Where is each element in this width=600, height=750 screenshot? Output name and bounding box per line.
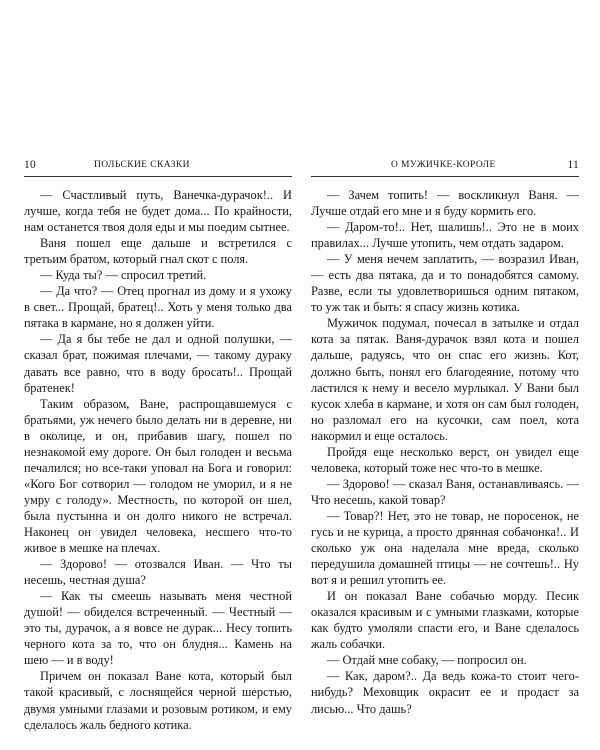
- right-running-title: О МУЖИЧКЕ-КОРОЛЕ: [391, 160, 496, 170]
- right-page: [311, 158, 579, 750]
- right-page-text: [311, 187, 579, 717]
- left-page-text: [24, 187, 292, 733]
- paragraph: — Здорово! — сказал Ваня, останавливаясь. — Что несешь, какой товар?: [311, 476, 579, 507]
- paragraph: — Отдай мне собаку, — попросил он.: [327, 653, 527, 668]
- left-page: [24, 158, 292, 750]
- paragraph: Мужичок подумал, почесал в затылке и отдал кота за пятак. Ваня-дурачок взял кота и пошел дальше, радуясь, что он спас его жизнь. Кот, должно быть, понял его благодеяние, потому что ластился к нему и весело мурлыкал. У Вани был кусок хлеба в кармане, и хотя он сам был голоден, но разломал его на кусочки, сам поел, кота накормил и еще осталось.: [311, 316, 579, 443]
- paragraph: Ваня пошел еще дальше и встретился с третьим братом, который гнал скот с поля.: [24, 236, 292, 267]
- paragraph: — Как ты смеешь называть меня честной душой! — обиделся встреченный. — Честный — это ты, дурачок, а я вовсе не дурак... Несу топить черного кота за то, что он блудня... Камень на шею — и в воду!: [24, 589, 292, 668]
- left-running-head: [24, 158, 292, 177]
- paragraph: — Товар?! Нет, это не товар, не поросенок, не гусь и не курица, а просто дрянная собачонка!.. И сколько уж она наделала мне вреда, сколько передушила домашней птицы — не сочтешь!.. Ну вот я и решил утопить ее.: [311, 508, 579, 588]
- paragraph: Таким образом, Ване, распрощавшемуся с братьями, уж нечего было делать ни в деревне, ни в околице, и он, прибавив шагу, пошел по незнакомой ему дороге. Он был голоден и весьма печалился; но все-таки уповал на Бога и говорил: «Кого Бог сотворил — голодом не уморил, и я не умру с голоду». Местность, по которой он шел, была пустынна и он долго никого не встречал. Наконец он увидел человека, несшего что-то живое в мешке на плечах.: [24, 396, 292, 556]
- paragraph: — Да что? — Отец прогнал из дому и я ухожу в свет... Прощай, братец!.. Хоть у меня только два пятака в кармане, но я должен уйти.: [24, 284, 292, 331]
- right-page-number: 11: [567, 159, 579, 171]
- paragraph: — Да я бы тебе не дал и одной полушки, — сказал брат, пожимая плечами, — такому дураку давать все равно, что в воду бросать!.. Прощай братенек!: [24, 332, 292, 395]
- paragraph: — Куда ты? — спросил третий.: [40, 268, 207, 283]
- paragraph: — Даром-то!.. Нет, шалишь!.. Это не в моих правилах... Лучше утопить, чем отдать задаром.: [311, 220, 579, 251]
- paragraph: — У меня нечем заплатить, — возразил Иван, — есть два пятака, да и то понадобятся самому. Разве, если ты удовлетворишься одним пятаком, то уж так и быть: я спасу жизнь котика.: [311, 252, 579, 315]
- paragraph: — Как, даром?.. Да ведь кожа-то стоит чего-нибудь? Меховщик окрасит ее и продаст за лисью... Что дашь?: [311, 669, 579, 716]
- paragraph: Причем он показал Ване кота, который был такой красивый, с лоснящейся черной шерстью, двумя умными глазами и розовым ротиком, и ему сделалось жаль бедного котика.: [24, 669, 292, 732]
- left-running-title: ПОЛЬСКИЕ СКАЗКИ: [94, 160, 190, 170]
- paragraph: — Здорово! — отозвался Иван. — Что ты несешь, честная душа?: [24, 557, 292, 588]
- paragraph: И он показал Ване собачью морду. Песик оказался красивым и с умными глазками, которые как будто умоляли спасти его, и Ване сделалось жаль собачки.: [311, 589, 579, 652]
- paragraph: Пройдя еще несколько верст, он увидел еще человека, который тоже нес что-то в мешке.: [311, 444, 579, 475]
- paragraph: — Счастливый путь, Ванечка-дурачок!.. И лучше, когда тебя не будет дома... По крайности, нам останется твоя доля еды и мы поедим сытнее.: [24, 188, 292, 235]
- right-running-head: [311, 158, 579, 177]
- left-page-number: 10: [24, 159, 36, 171]
- paragraph: — Зачем топить! — воскликнул Ваня. — Лучше отдай его мне и я буду кормить его.: [311, 188, 579, 219]
